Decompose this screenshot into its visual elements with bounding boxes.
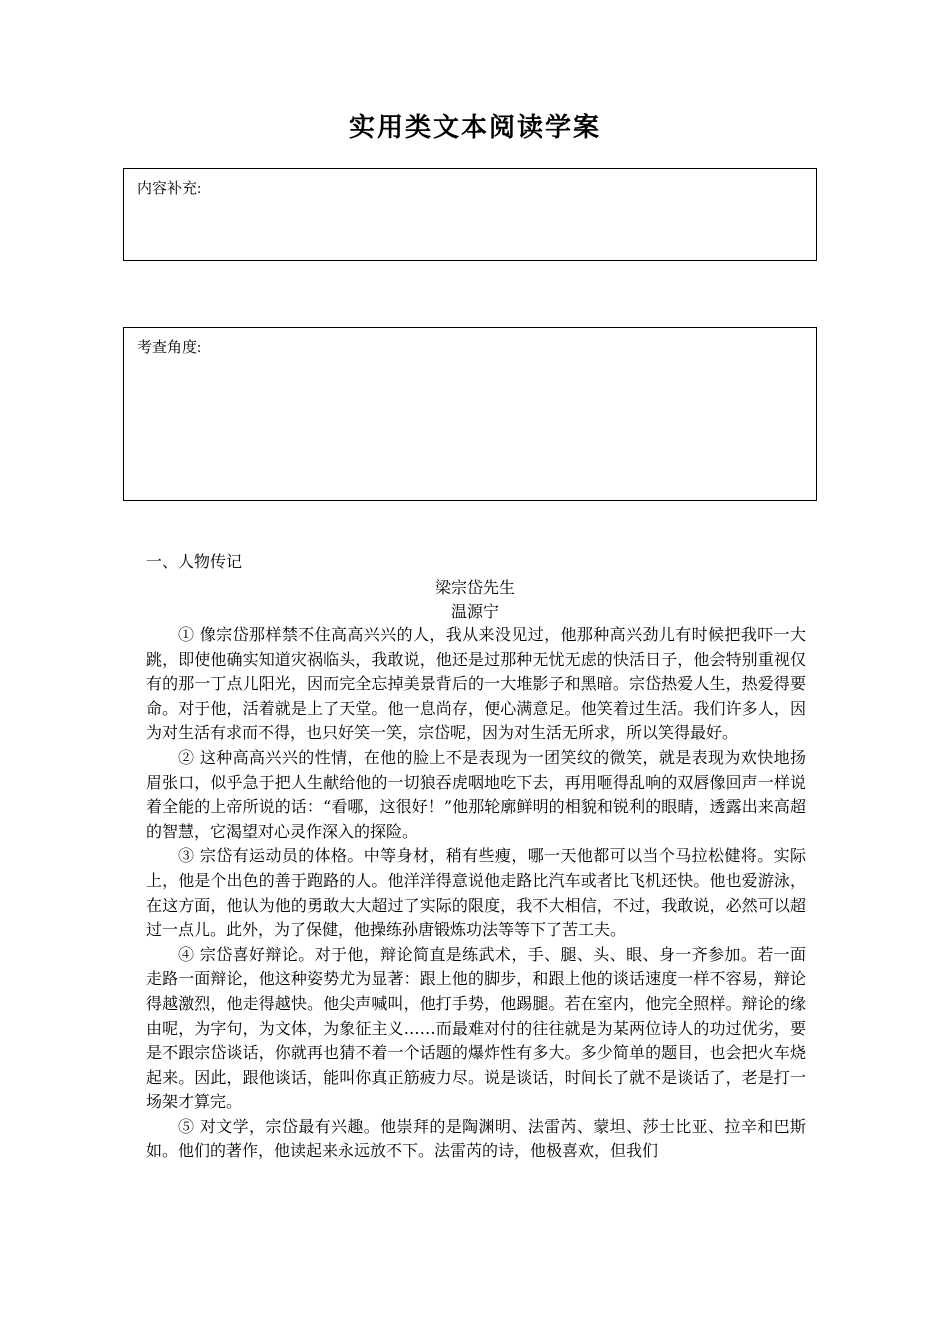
paragraph: ① 像宗岱那样禁不住高高兴兴的人，我从来没见过，他那种高兴劲儿有时候把我吓一大跳，即使他确实知道灾祸临头，我敢说，他还是过那种无忧无虑的快活日子，他会特别重视仅有的那一丁点儿阳光，因而完全忘掉美景背后的一大堆影子和黑暗。宗岱热爱人生，热爱得要命。对于他，活着就是上了天堂。他一息尚存，便心满意足。他笑着过生活。我们许多人，因为对生活有求而不得，也只好笑一笑，宗岱呢，因为对生活无所求，所以笑得最好。	[146, 625, 806, 743]
paragraph: ② 这种高高兴兴的性情，在他的脸上不是表现为一团笑纹的微笑，就是表现为欢快地扬眉张口，似乎急于把人生献给他的一切狼吞虎咽地吃下去，再用咂得乱响的双唇像回声一样说着全能的上帝所说的话：“看哪，这很好！”他那轮廓鲜明的相貌和锐利的眼睛，透露出来高超的智慧，它渴望对心灵作深入的探险。	[146, 747, 806, 841]
exam-angle-box	[123, 327, 817, 501]
article-title: 梁宗岱先生	[434, 578, 515, 597]
content-supplement-box	[123, 168, 817, 261]
article-author: 温源宁	[450, 602, 499, 621]
exam-angle-label: 考查角度:	[137, 340, 202, 356]
document-title: 实用类文本阅读学案	[348, 113, 601, 143]
content-supplement-label: 内容补充:	[137, 181, 202, 197]
paragraph: ④ 宗岱喜好辩论。对于他，辩论简直是练武术，手、腿、头、眼、身一齐参加。若一面走路一面辩论，他这种姿势尤为显著：跟上他的脚步，和跟上他的谈话速度一样不容易，辩论得越激烈，他走得越快。他尖声喊叫，他打手势，他踢腿。若在室内，他完全照样。辩论的缘由呢，为字句，为文体，为象征主义……而最难对付的往往就是为某两位诗人的功过优劣，要是不跟宗岱谈话，你就再也猜不着一个话题的爆炸性有多大。多少简单的题目，也会把火车烧起来。因此，跟他谈话，能叫你真正筋疲力尽。说是谈话，时间长了就不是谈话了，老是打一场架才算完。	[146, 944, 806, 1112]
section-heading: 一、人物传记	[146, 552, 243, 571]
article-body	[146, 623, 806, 1164]
paragraph: ③ 宗岱有运动员的体格。中等身材，稍有些瘦，哪一天他都可以当个马拉松健将。实际上，他是个出色的善于跑路的人。他洋洋得意说他走路比汽车或者比飞机还快。他也爱游泳，在这方面，他认为他的勇敢大大超过了实际的限度，我不大相信，不过，我敢说，必然可以超过一点儿。此外，为了保健，他操练孙唐锻炼功法等等下了苦工夫。	[146, 846, 806, 940]
paragraph: ⑤ 对文学，宗岱最有兴趣。他崇拜的是陶渊明、法雷芮、蒙坦、莎士比亚、拉辛和巴斯如。他们的著作，他读起来永远放不下。法雷芮的诗，他极喜欢，但我们	[146, 1116, 806, 1161]
